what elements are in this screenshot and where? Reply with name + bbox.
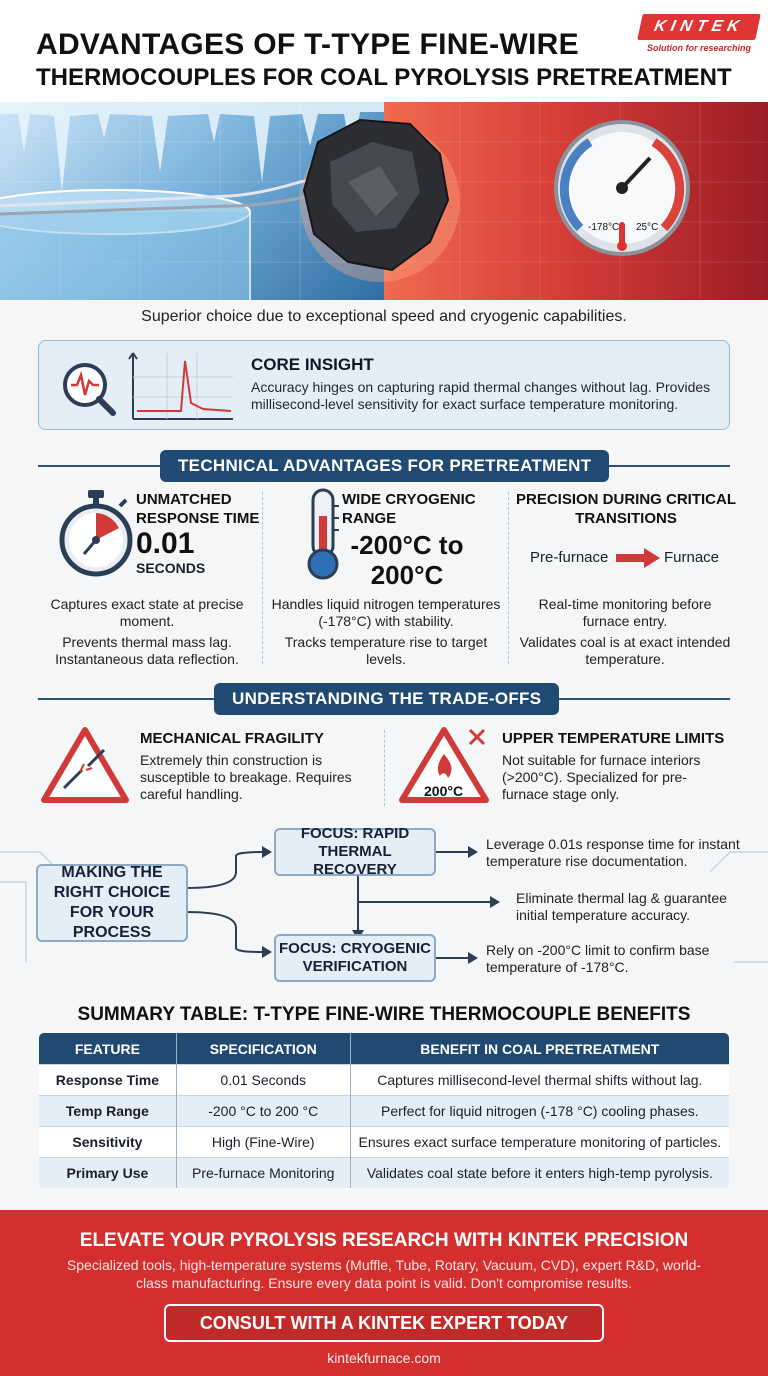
cryogenic-desc-2: Tracks temperature rise to target levels. xyxy=(284,634,488,667)
insight-title: CORE INSIGHT xyxy=(251,355,374,374)
page-subtitle-title: THERMOCOUPLES FOR COAL PYROLYSIS PRETREATMENT xyxy=(36,64,732,91)
precision-title: PRECISION DURING CRITICAL TRANSITIONS xyxy=(516,491,737,527)
table-cell: Pre-furnace Monitoring xyxy=(176,1158,350,1189)
pre-furnace-label: Pre-furnace xyxy=(530,549,609,566)
footer-banner xyxy=(0,1210,768,1376)
table-row xyxy=(39,1158,730,1189)
kintek-logo[interactable] xyxy=(640,14,758,53)
column-separator xyxy=(384,730,385,806)
stopwatch-icon xyxy=(56,488,136,578)
header xyxy=(0,0,768,102)
website-link[interactable]: kintekfurnace.com xyxy=(327,1350,441,1366)
hero-illustration xyxy=(0,102,768,300)
column-separator xyxy=(508,492,509,664)
fragility-title: MECHANICAL FRAGILITY xyxy=(140,730,324,747)
summary-table-title: SUMMARY TABLE: T-TYPE FINE-WIRE THERMOCOUPLE BENEFITS xyxy=(77,1004,691,1025)
table-cell: -200 °C to 200 °C xyxy=(176,1096,350,1127)
cryogenic-block xyxy=(336,490,478,590)
table-cell: High (Fine-Wire) xyxy=(176,1127,350,1158)
core-insight-card xyxy=(38,340,730,430)
summary-table xyxy=(38,1032,730,1189)
table-cell: Primary Use xyxy=(39,1158,177,1189)
magnifier-graph-icon xyxy=(47,347,237,427)
response-title: UNMATCHED RESPONSE TIME xyxy=(136,491,260,527)
consult-expert-button[interactable]: CONSULT WITH A KINTEK EXPERT TODAY xyxy=(164,1304,604,1342)
cryogenic-title: WIDE CRYOGENIC RANGE xyxy=(342,491,476,527)
column-header: SPECIFICATION xyxy=(176,1033,350,1065)
response-value: 0.01 xyxy=(136,527,195,560)
table-cell: Sensitivity xyxy=(39,1127,177,1158)
precision-desc-2: Validates coal is at exact intended temperature. xyxy=(519,634,731,667)
limits-title: UPPER TEMPERATURE LIMITS xyxy=(502,730,725,747)
insight-text: Accuracy hinges on capturing rapid thermal changes without lag. Provides millisecond-level sensitivity for exact surface temperature monitoring. xyxy=(251,379,711,412)
cryogenic-value: -200°C to 200°C xyxy=(350,530,464,590)
hero-graphics xyxy=(0,102,768,300)
cryogenic-desc-1: Handles liquid nitrogen temperatures (-178°C) with stability. xyxy=(271,596,501,629)
flow-outcome-1: Leverage 0.01s response time for instant temperature rise documentation. xyxy=(486,836,740,869)
response-desc-2: Prevents thermal mass lag. Instantaneous data reflection. xyxy=(55,634,239,667)
arrow-right-icon xyxy=(614,547,662,569)
logo-wordmark: KINTEK xyxy=(637,14,761,40)
table-cell: Captures millisecond-level thermal shifts without lag. xyxy=(350,1065,729,1096)
column-separator xyxy=(262,492,263,664)
flow-outcome-3: Rely on -200°C limit to confirm base temperature of -178°C. xyxy=(486,942,710,975)
table-row xyxy=(39,1065,730,1096)
column-header: FEATURE xyxy=(39,1033,177,1065)
table-cell: Temp Range xyxy=(39,1096,177,1127)
broken-wire-warning-icon xyxy=(40,726,130,806)
table-row xyxy=(39,1127,730,1158)
logo-tagline: Solution for researching xyxy=(646,43,751,53)
fragility-text: Extremely thin construction is susceptible to breakage. Requires careful handling. xyxy=(140,752,352,802)
footer-heading: ELEVATE YOUR PYROLYSIS RESEARCH WITH KINTEK PRECISION xyxy=(79,1230,689,1251)
flow-start-box: MAKING THE RIGHT CHOICE FOR YOUR PROCESS xyxy=(36,864,188,942)
footer-text: Specialized tools, high-temperature systems (Muffle, Tube, Rotary, Vacuum, CVD), expert R&D, world-class manufacturing. Ensure every data point is valid. Don't compromise results. xyxy=(66,1257,702,1291)
limit-icon-label: 200°C xyxy=(424,783,464,799)
limits-text: Not suitable for furnace interiors (>200°C). Specialized for pre-furnace stage only. xyxy=(502,752,701,802)
table-header-row xyxy=(39,1033,730,1065)
page-title: ADVANTAGES OF T-TYPE FINE-WIRE xyxy=(36,28,579,61)
flame-limit-warning-icon xyxy=(398,724,494,806)
precision-desc-1: Real-time monitoring before furnace entry. xyxy=(538,596,712,629)
table-cell: 0.01 Seconds xyxy=(176,1065,350,1096)
focus-rapid-box: FOCUS: RAPID THERMAL RECOVERY xyxy=(274,828,436,876)
flow-outcome-2: Eliminate thermal lag & guarantee initial temperature accuracy. xyxy=(516,890,727,923)
tradeoffs-heading: UNDERSTANDING THE TRADE-OFFS xyxy=(214,683,559,715)
table-cell: Perfect for liquid nitrogen (-178 °C) cooling phases. xyxy=(350,1096,729,1127)
gauge-low-label: -178°C xyxy=(588,222,620,233)
column-header: BENEFIT IN COAL PRETREATMENT xyxy=(350,1033,729,1065)
response-unit: SECONDS xyxy=(136,560,206,576)
technical-heading: TECHNICAL ADVANTAGES FOR PRETREATMENT xyxy=(160,450,609,482)
table-row xyxy=(39,1096,730,1127)
response-time-block xyxy=(136,490,268,576)
table-cell: Validates coal state before it enters high-temp pyrolysis. xyxy=(350,1158,729,1189)
tagline: Superior choice due to exceptional speed and cryogenic capabilities. xyxy=(141,308,627,325)
furnace-label: Furnace xyxy=(664,549,720,566)
focus-cryogenic-box: FOCUS: CRYOGENIC VERIFICATION xyxy=(274,934,436,982)
gauge-high-label: 25°C xyxy=(636,222,659,233)
table-cell: Ensures exact surface temperature monitoring of particles. xyxy=(350,1127,729,1158)
table-cell: Response Time xyxy=(39,1065,177,1096)
response-desc-1: Captures exact state at precise moment. xyxy=(50,596,244,629)
